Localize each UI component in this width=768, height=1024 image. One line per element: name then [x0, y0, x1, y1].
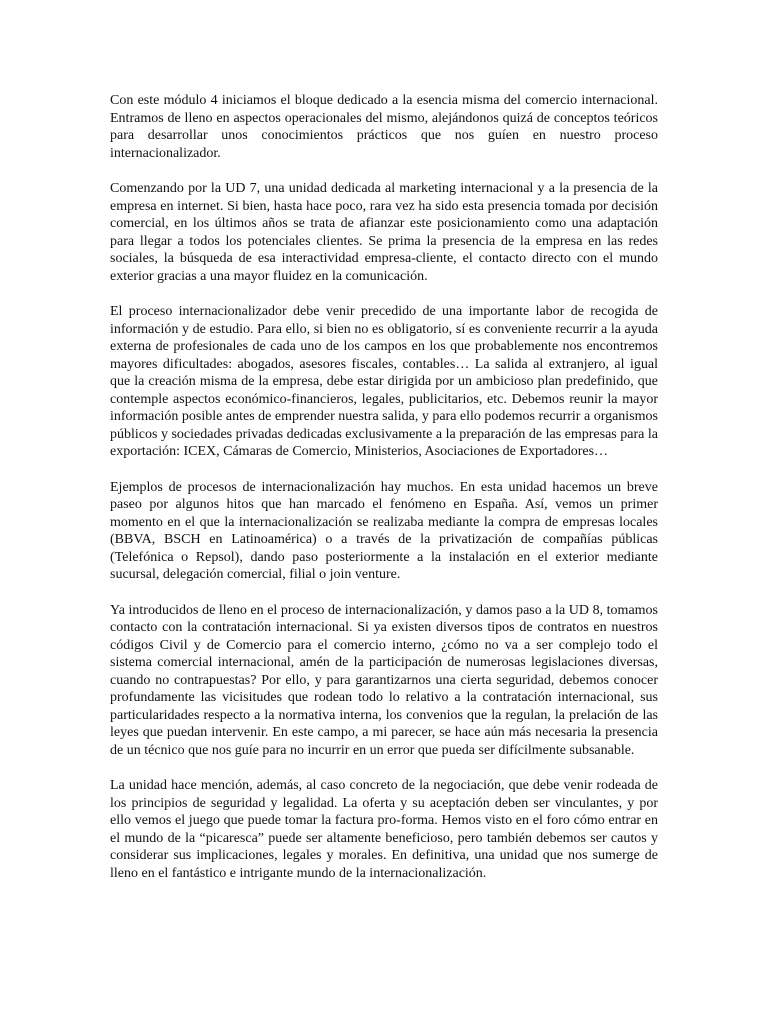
paragraph-examples: Ejemplos de procesos de internacionalización hay muchos. En esta unidad hacemos un breve paseo por algunos hitos que han marcado el fenómeno en España. Así, vemos un primer momento en el que la internacionalización se realizaba mediante la compra de empresas locales (BBVA, BSCH en Latinoamérica) o a través de la privatización de compañías públicas (Telefónica o Repsol), dando paso posteriormente a la instalación en el exterior mediante sucursal, delegación comercial, filial o join venture. — [110, 479, 658, 582]
paragraph-ud7-marketing: Comenzando por la UD 7, una unidad dedicada al marketing internacional y a la presencia de la empresa en internet. Si bien, hasta hace poco, rara vez ha sido esta presencia tomada por decisión comercial, en los últimos años se trata de afianzar este posicionamiento como una adaptación para llegar a todos los potenciales clientes. Se prima la presencia de la empresa en las redes sociales, la búsqueda de esa interactividad empresa-cliente, el contacto directo con el mundo exterior gracias a una mayor fluidez en la comunicación. — [110, 181, 658, 284]
paragraph-ud8-contracts: Ya introducidos de lleno en el proceso de internacionalización, y damos paso a la UD 8, tomamos contacto con la contratación internacional. Si ya existen diversos tipos de contratos en nuestros códigos Civil y de Comercio para el comercio interno, ¿cómo no va a ser complejo todo el sistema comercial internacional, amén de la participación de numerosas legislaciones diversas, cuando no contrapuestas? Por ello, y para garantizarnos una cierta seguridad, debemos conocer profundamente las vicisitudes que rodean todo lo relativo a la contratación internacional, sus particularidades respecto a la normativa interna, los convenios que la regulan, la prelación de las leyes que puedan intervenir. En este campo, a mi parecer, se hace aún más necesaria la presencia de un técnico que nos guíe para no incurrir en un error que pueda ser difícilmente subsanable. — [110, 602, 658, 758]
paragraph-preparation: El proceso internacionalizador debe venir precedido de una importante labor de recogida de información y de estudio. Para ello, si bien no es obligatorio, sí es conveniente recurrir a la ayuda externa de profesionales de cada uno de los campos en los que probablemente nos encontremos mayores dificultades: abogados, asesores fiscales, contables… La salida al extranjero, al igual que la creación misma de la empresa, debe estar dirigida por un ambicioso plan predefinido, que contemple aspectos económico-financieros, legales, publicitarios, etc. Debemos reunir la mayor información posible antes de emprender nuestra salida, y para ello podemos recurrir a organismos públicos y sociedades privadas dedicadas exclusivamente a la preparación de las empresas para la exportación: ICEX, Cámaras de Comercio, Ministerios, Asociaciones de Exportadores… — [110, 304, 658, 459]
paragraph-negotiation: La unidad hace mención, además, al caso concreto de la negociación, que debe venir rodeada de los principios de seguridad y legalidad. La oferta y su aceptación deben ser vinculantes, y por ello vemos el juego que puede tomar la factura pro-forma. Hemos visto en el foro cómo entrar en el mundo de la “picaresca” puede ser altamente beneficioso, pero también debemos ser cautos y considerar sus implicaciones, legales y morales. En definitiva, una unidad que nos sumerge de lleno en el fantástico e intrigante mundo de la internacionalización. — [110, 778, 658, 881]
paragraph-intro: Con este módulo 4 iniciamos el bloque dedicado a la esencia misma del comercio internacional. Entramos de lleno en aspectos operacionales del mismo, alejándonos quizá de conceptos teóricos para desarrollar unos conocimientos prácticos que nos guíen en nuestro proceso internacionalizador. — [110, 93, 658, 161]
